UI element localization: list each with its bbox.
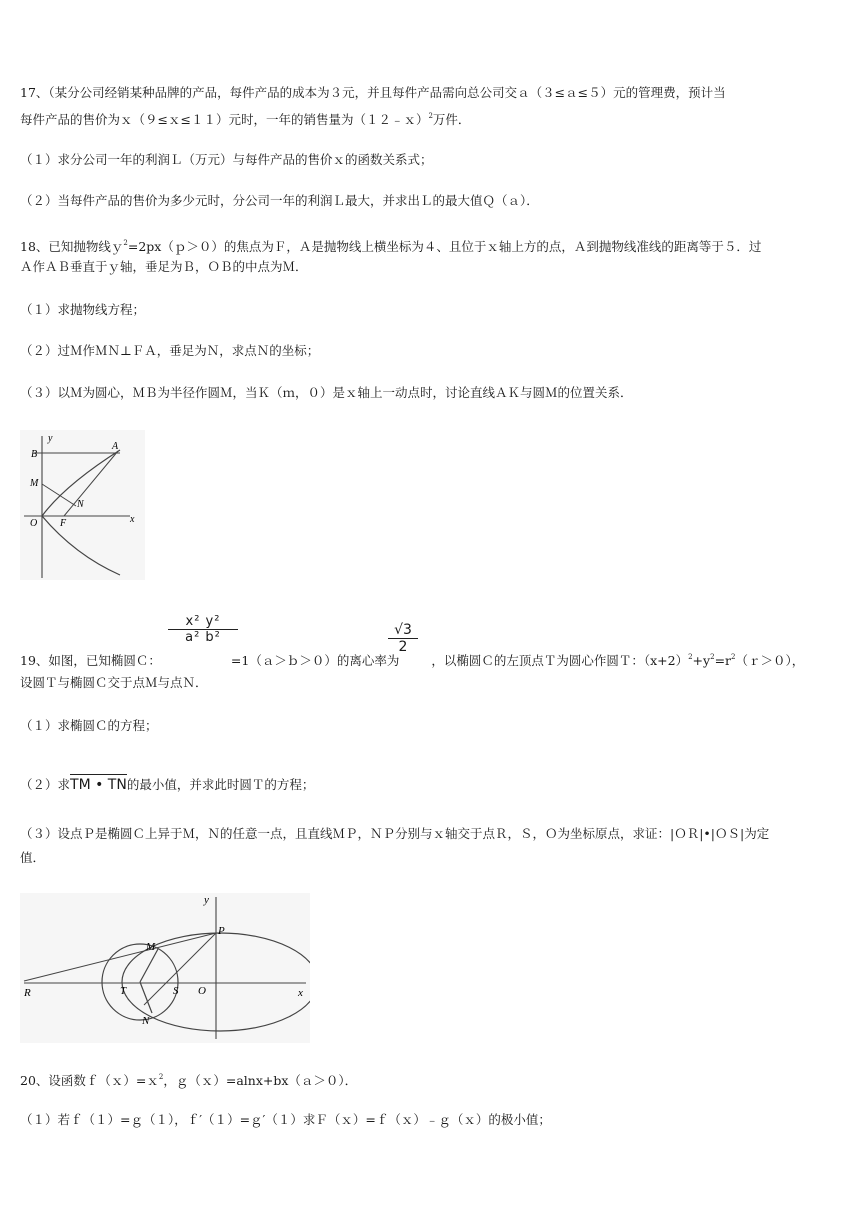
- q18-exponent: 2: [123, 239, 128, 247]
- x-axis-label: x: [130, 514, 135, 525]
- q18-line1-text: 18、已知抛物线ｙ: [20, 239, 124, 254]
- q18-part3: （３）以Ｍ为圆心，ＭＢ为半径作圆Ｍ，当Ｋ（ｍ，０）是ｘ轴上一动点时，讨论直线ＡＫ与圆Ｍ的位置关系．: [20, 385, 633, 400]
- q19-line1: [20, 648, 804, 670]
- q17-line2-text: 每件产品的售价为ｘ（９≤ｘ≤１１）元时，一年的销售量为（１２﹣ｘ）: [20, 112, 429, 127]
- ellipse-fraction-denominators: a² b²: [168, 629, 238, 645]
- label-o: O: [30, 518, 38, 529]
- q17-exponent: 2: [428, 112, 433, 120]
- q18-part1: （１）求抛物线方程；: [20, 302, 146, 317]
- q19-part2: [20, 774, 314, 794]
- vector-product: TM • TN: [70, 774, 127, 794]
- q19-part1: （１）求椭圆Ｃ的方程；: [20, 718, 158, 733]
- q17-part2: （２）当每件产品的售价为多少元时，分公司一年的利润Ｌ最大，并求出Ｌ的最大值Ｑ（ａ）．: [20, 193, 539, 208]
- q19-exp-1: 2: [688, 653, 693, 661]
- q19-line2: 设圆Ｔ与椭圆Ｃ交于点Ｍ与点Ｎ．: [20, 675, 208, 690]
- q18-part2: （２）过Ｍ作ＭＮ⊥ＦＡ，垂足为Ｎ，求点Ｎ的坐标；: [20, 343, 320, 358]
- q18-line1-rest: =2px（ｐ＞０）的焦点为Ｆ，Ａ是抛物线上横坐标为４、且位于ｘ轴上方的点，Ａ到抛物线准线的距离等于５．过: [127, 239, 762, 254]
- q19-line1-r: =r: [714, 653, 732, 668]
- y-axis-label: y: [48, 433, 53, 444]
- q17-line2-end: 万件．: [432, 112, 471, 127]
- q19-line1-text: 19、如图，已知椭圆Ｃ：: [20, 653, 161, 668]
- label-r: R: [24, 987, 31, 999]
- label-m: M: [30, 478, 39, 489]
- q19-line1-y: +y: [692, 653, 711, 668]
- q19-part3-line2: 值．: [20, 850, 46, 865]
- q20-exponent: 2: [158, 1073, 164, 1081]
- label-m: M: [146, 941, 156, 953]
- label-f: F: [60, 518, 67, 529]
- q19-part2-text: （２）求: [20, 777, 71, 792]
- q20-line1-rest: ，ｇ（ｘ）=alnx+bx（ａ＞０）．: [163, 1073, 358, 1088]
- ellipse-fraction-numerators: x² y²: [185, 614, 221, 629]
- y-axis-label: y: [204, 894, 209, 906]
- label-t: T: [120, 985, 127, 997]
- label-a: A: [112, 441, 119, 452]
- ellipse-figure-background: [20, 893, 310, 1043]
- label-o: O: [198, 985, 206, 997]
- eccentricity-numerator: √3: [394, 622, 412, 638]
- label-s: S: [173, 985, 179, 997]
- q17-part1: （１）求分公司一年的利润Ｌ（万元）与每件产品的售价ｘ的函数关系式；: [20, 152, 433, 167]
- label-b: B: [31, 449, 38, 460]
- q19-part3-line1: （３）设点Ｐ是椭圆Ｃ上异于Ｍ，Ｎ的任意一点，且直线ＭＰ，ＮＰ分别与ｘ轴交于点Ｒ，Ｓ，Ｏ为坐标原点，求证：|ＯＲ|•|ＯＳ|为定: [20, 826, 770, 841]
- parabola-figure: [20, 430, 145, 580]
- ellipse-figure: [20, 893, 310, 1043]
- q19-line1-end: （ｒ＞０），: [735, 653, 805, 668]
- q19-part2-end: 的最小值，并求此时圆Ｔ的方程；: [126, 777, 315, 792]
- label-p: P: [218, 925, 225, 937]
- q17-line1: 17、（某分公司经销某种品牌的产品，每件产品的成本为３元，并且每件产品需向总公司交ａ（３≤ａ≤５）元的管理费，预计当: [20, 85, 726, 100]
- ellipse-fraction: [168, 614, 238, 645]
- q20-part1: （１）若ｆ（１）=ｇ（１），ｆ′（１）=ｇ′（１）求Ｆ（ｘ）=ｆ（ｘ）﹣ｇ（ｘ）的极小值；: [20, 1112, 551, 1127]
- q19-line1-middle: =1（ａ＞ｂ＞０）的离心率为: [230, 653, 400, 668]
- eccentricity-denominator: 2: [388, 638, 418, 655]
- q18-line2: Ａ作ＡＢ垂直于ｙ轴，垂足为Ｂ，ＯＢ的中点为Ｍ．: [20, 259, 308, 274]
- q20-line1-text: 20、设函数ｆ（ｘ）=ｘ: [20, 1073, 159, 1088]
- label-n: N: [77, 499, 84, 510]
- label-n: N: [142, 1015, 150, 1027]
- q18-line1: [20, 234, 761, 256]
- q19-exp-2: 2: [710, 653, 715, 661]
- x-axis-label: x: [298, 987, 303, 999]
- q20-line1: [20, 1068, 357, 1090]
- q19-exp-3: 2: [731, 653, 736, 661]
- q19-line1-circle: ，以椭圆Ｃ的左顶点Ｔ为圆心作圆Ｔ：（x+2）: [431, 653, 689, 668]
- q17-line2: [20, 107, 470, 129]
